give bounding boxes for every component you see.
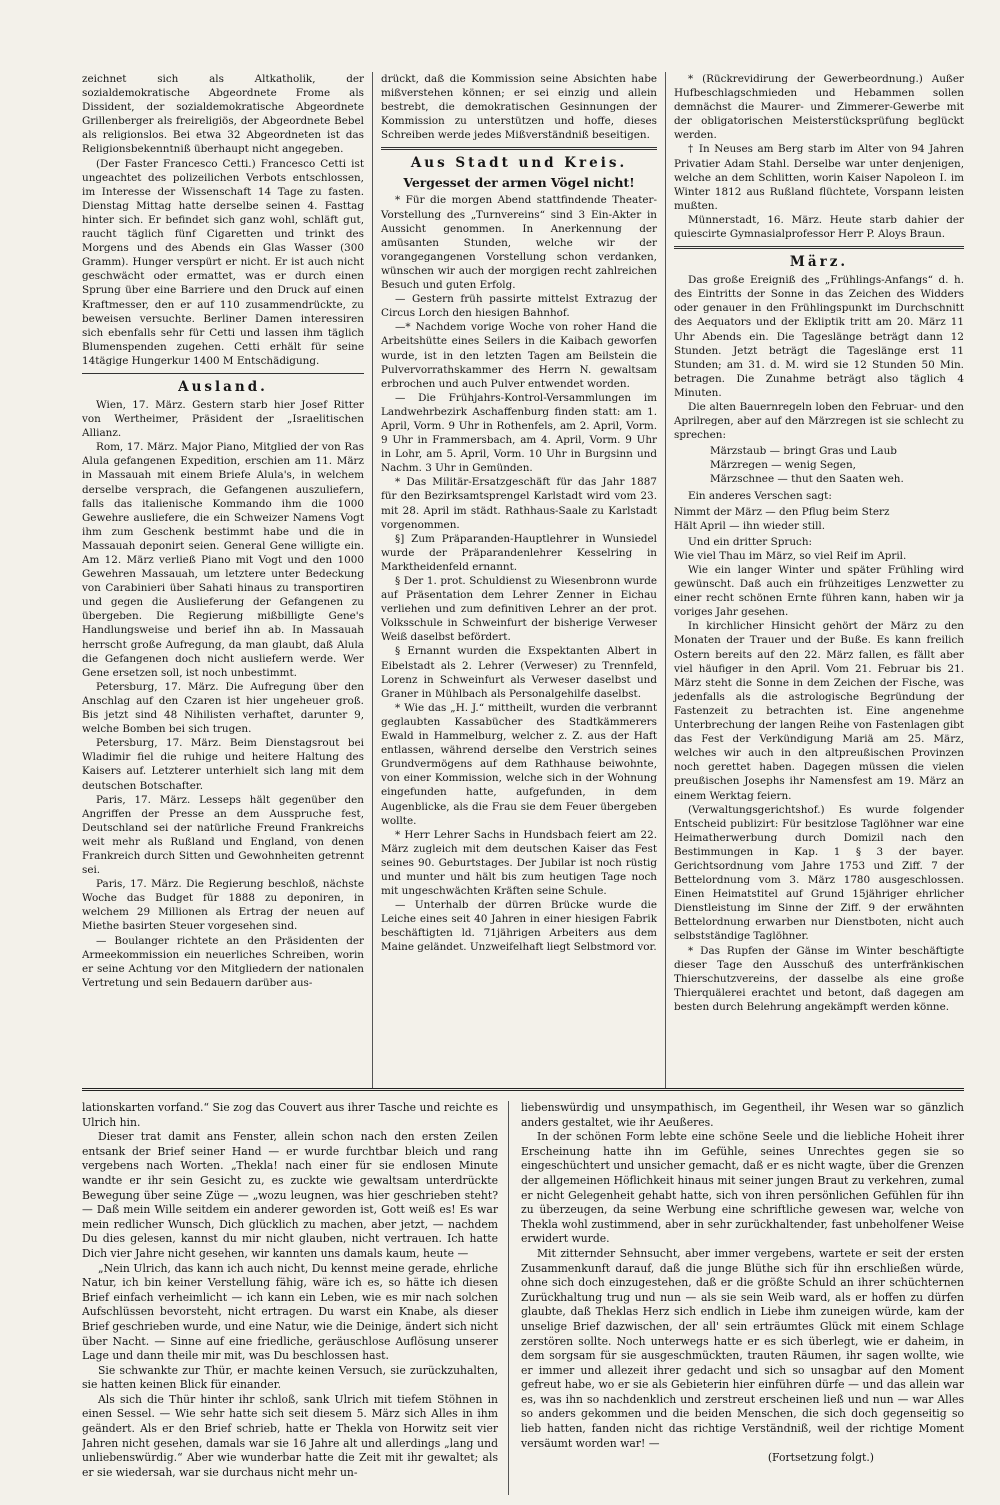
article-text: Wien, 17. März. Gestern starb hier Josef Ritter von Wertheimer, Präsident der „Israelitischen Allianz. bbox=[82, 398, 364, 440]
article-text: (Der Faster Francesco Cetti.) Francesco Cetti ist ungeachtet des polizeilichen Verbots entschlossen, im Interesse der Wissenschaft 14 Tage zu fasten. Dienstag Mittag hatte derselbe seinen 4. Fasttag hinter sich. Er befindet sich ganz wohl, schläft gut, raucht täglich fünf Cigaretten und trinkt des Morgens und des Abends ein Glas Wasser (300 Gramm). Hunger verspürt er nicht. Er ist auch nicht geschwächt oder ermattet, was er durch einen Sprung über eine Barriere und den Druck auf einen Kraftmesser, den er auf 110 zusammendrückte, zu beweisen versuchte. Berliner Damen interessiren sich ebenfalls sehr für Cetti und lassen ihm täglich Blumenspenden zugehen. Cetti erhält für seine 14tägige Hungerkur 1400 M Entschädigung. bbox=[82, 157, 364, 367]
notice-headline: Vergesset der armen Vögel nicht! bbox=[403, 175, 635, 191]
article-text: Und ein dritter Spruch: bbox=[688, 535, 813, 548]
serial-text: In der schönen Form lebte eine schöne Seele und die liebliche Hoheit ihrer Erscheinung hatte ihn im Gefühle, seines Unrechtes gegen sie so eingeschüchtert und unsicher gemacht, daß er es nicht wagte, über die Grenzen der allgemeinen Höflichkeit hinaus mit seiner jungen Braut zu verkehren, zumal er nicht Gelegenheit gehabt hatte, sich von ihren persönlichen Gefühlen für ihn zu überzeugen, da seine Werbung eine schriftliche gewesen war, welche von Thekla wohl zustimmend, aber in sehr zurückhaltender, fast unbeholfener Weise erwidert wurde. bbox=[521, 1130, 964, 1246]
article-text: §] Zum Präparanden-Hauptlehrer in Wunsiedel wurde der Präparandenlehrer Kesselring in Marktheidenfeld ernannt. bbox=[381, 532, 657, 573]
verse-line: Nimmt der März — den Pflug beim Sterz bbox=[674, 505, 890, 518]
verse-line: Märzstaub — bringt Gras und Laub bbox=[710, 445, 897, 458]
column-1 bbox=[82, 72, 373, 1088]
continuation-note: (Fortsetzung folgt.) bbox=[767, 1451, 874, 1465]
column-3 bbox=[666, 72, 964, 1088]
article-text: Münnerstadt, 16. März. Heute starb dahier der quiescirte Gymnasialprofessor Herr P. Aloys Braun. bbox=[674, 213, 964, 241]
article-text: * Für die morgen Abend stattfindende Theater-Vorstellung des „Turnvereins“ sind 3 Ein-Akter in Aussicht genommen. In Anerkennung der amüsanten Stunden, welche wir der vorangegangenen Vorstellung schon verdanken, wünschen wir auch der morgigen recht zahlreichen Besuch und guten Erfolg. bbox=[381, 194, 657, 292]
serial-text: „Nein Ulrich, das kann ich auch nicht, Du kennst meine gerade, ehrliche Natur, ich bin keiner Verstellung fähig, wäre ich es, so hätte ich diesen Brief einfach verheimlicht — ich kann ein Leben, wie es mir nach solchen Aufschlüssen bevorsteht, nicht ertragen. Du warst ein Knabe, als dieser Brief geschrieben wurde, und eine Natur, wie die Deinige, ändert sich nicht über Nacht. — Sinne auf eine friedliche, geräuschlose Auflösung unserer Lage und dann theile mir mit, was Du beschlossen hast. bbox=[82, 1261, 498, 1363]
verse-block bbox=[674, 505, 964, 533]
article-text: Rom, 17. März. Major Piano, Mitglied der von Ras Alula gefangenen Expedition, erschien am 11. März in Massauah mit einem Briefe Alula's, in welchem derselbe versprach, die Gefangenen auszuliefern, falls das italienische Kommando ihm die 1000 Gewehre ausliefere, die ein Schweizer Namens Vogt ihm zum Geschenk bestimmt habe und die in Massauah deponirt seien. General Gene willigte ein. Am 12. März verließ Piano mit Vogt und den 1000 Gewehren Massauah, um letztere unter Bedeckung von Carabinieri über Sahati hinaus zu transportiren und gegen die Auslieferung der Gefangenen zu übergeben. Die Regierung mißbilligte Gene's Handlungsweise und berief ihn ab. In Massauah herrscht große Aufregung, da man glaubt, daß Alula die Gefangenen doch nicht ausliefern werde. Wer Gene ersetzen soll, ist noch unbestimmt. bbox=[82, 441, 364, 679]
article-text: drückt, daß die Kommission seine Absichten habe mißverstehen können; er sei einzig und allein bestrebt, die demokratischen Gesinnungen der Kommission zu unterstützen und hoffe, dieses Schreiben werde jedes Mißverständniß beseitigen. bbox=[381, 73, 657, 142]
serial-text: Dieser trat damit ans Fenster, allein schon nach den ersten Zeilen entsank der Brief seiner Hand — er wurde furchtbar bleich und rang vergebens nach Worten. „Thekla! nach einer für sie endlosen Minute wandte er ihr sein Gesicht zu, es zuckte wie gewaltsam unterdrückte Bewegung über seine Züge — „wozu leugnen, was hier geschrieben steht? — Daß mein Wille seitdem ein anderer geworden ist, Gott weiß es! Es war mein redlicher Wunsch, Dich glücklich zu machen, aber jetzt, — nachdem Du dies gelesen, kannst du mir nicht glauben, nicht vertrauen. Ich hatte Dich vier Jahre nicht gesehen, wir kannten uns damals kaum, heute — bbox=[82, 1130, 498, 1260]
column-2 bbox=[373, 72, 666, 1088]
article-text: Petersburg, 17. März. Die Aufregung über den Anschlag auf den Czaren ist hier ungeheuer groß. Bis jetzt sind 48 Nihilisten verhaftet, darunter 9, welche Bomben bei sich trugen. bbox=[82, 680, 364, 736]
divider bbox=[82, 373, 364, 374]
article-text: Paris, 17. März. Die Regierung beschloß, nächste Woche das Budget für 1888 zu deponiren, in welchem 29 Millionen als Ertrag der neuen auf Miethe basirten Steuer vorgesehen sind. bbox=[82, 878, 364, 933]
verse-line: Wie viel Thau im März, so viel Reif im April. bbox=[674, 549, 907, 562]
divider bbox=[381, 147, 657, 150]
news-columns bbox=[82, 72, 964, 1091]
article-text: * Das Militär-Ersatzgeschäft für das Jahr 1887 für den Bezirksamtsprengel Karlstadt wird vom 23. mit 28. April im städt. Rathhaus-Saale zu Karlstadt vorgenommen. bbox=[381, 476, 657, 531]
article-text: § Der 1. prot. Schuldienst zu Wiesenbronn wurde auf Präsentation dem Lehrer Zenner in Eichau verliehen und zum definitiven Lehrer an der prot. Volksschule in Schweinfurt der bisherige Verweser Weiß daselbst befördert. bbox=[381, 575, 657, 644]
verse-line: Märzregen — wenig Segen, bbox=[710, 459, 856, 472]
section-title-stadt-kreis: Aus Stadt und Kreis. bbox=[410, 155, 628, 172]
article-text: Wie ein langer Winter und später Frühling wird gewünscht. Daß auch ein frühzeitiges Lenzwetter zu einer recht schönen Ernte führen kann, haben wir ja voriges Jahr gesehen. bbox=[674, 564, 964, 619]
article-text: — Die Frühjahrs-Kontrol-Versammlungen im Landwehrbezirk Aschaffenburg finden statt: am 1. April, Vorm. 9 Uhr in Rothenfels, am 2. April, Vorm. 9 Uhr in Frammersbach, am 4. April, Vorm. 9 Uhr in Lohr, am 5. April, Vorm. 10 Uhr in Burgsinn und Nachm. 3 Uhr in Gemünden. bbox=[381, 391, 657, 475]
feuilleton-serial bbox=[82, 1101, 964, 1495]
article-text: Das große Ereigniß des „Frühlings-Anfangs“ d. h. des Eintritts der Sonne in das Zeichen des Widders oder genauer in den Frühlingspunkt im Durchschnitt des Aequators und der Ekliptik tritt am 20. März 11 Uhr Abends ein. Die Tageslänge beträgt dann 12 Stunden. Jetzt beträgt die Tageslänge erst 11 Stunden; am 31. d. M. wird sie 12 Stunden 50 Min. betragen. Die Zunahme beträgt also täglich 4 Minuten. bbox=[674, 274, 964, 399]
verse-block bbox=[674, 444, 964, 486]
divider bbox=[674, 246, 964, 249]
serial-column-right bbox=[509, 1101, 964, 1495]
article-text: § Ernannt wurden die Exspektanten Albert in Eibelstadt als 2. Lehrer (Verweser) zu Trennfeld, Lorenz in Schweinfurt als Verweser daselbst und Graner in Mühlbach als Personalgehilfe daselbst. bbox=[381, 645, 657, 700]
section-title-maerz: März. bbox=[789, 254, 849, 271]
article-text: * Das Rupfen der Gänse im Winter beschäftigte dieser Tage den Ausschuß des unterfränkischen Thierschutzvereins, der dasselbe als eine große Thierquälerei erachtet und betont, daß dagegen am besten durch Belehrung angekämpft werden könne. bbox=[674, 944, 964, 1013]
serial-text: lationskarten vorfand.“ Sie zog das Couvert aus ihrer Tasche und reichte es Ulrich hin. bbox=[82, 1101, 498, 1129]
serial-text: Sie schwankte zur Thür, er machte keinen Versuch, sie zurückzuhalten, sie hatten keinen Blick für einander. bbox=[82, 1363, 498, 1392]
verse-line: Hält April — ihn wieder still. bbox=[674, 519, 826, 532]
article-text: — Boulanger richtete an den Präsidenten der Armeekommission ein neuerliches Schreiben, worin er seine Achtung vor den Mitgliedern der nationalen Vertretung und sein Bedauern darüber aus- bbox=[82, 934, 364, 989]
article-text: (Verwaltungsgerichtshof.) Es wurde folgender Entscheid publizirt: Für besitzlose Taglöhner war eine Heimatherwerbung durch Domizil nach den Bestimmungen in Kap. 1 § 3 der bayer. Gerichtsordnung vom Jahre 1753 und Ziff. 7 der Bettelordnung vom 3. März 1780 ausgeschlossen. Einen Heimatstitel auf Grund 15jähriger ehrlicher Dienstleistung im Sinne der Ziff. 9 der erwähnten Bettelordnung erwarben nur Dienstboten, nicht auch selbstständige Taglöhner. bbox=[674, 803, 964, 943]
serial-text: Als sich die Thür hinter ihr schloß, sank Ulrich mit tiefem Stöhnen in einen Sessel. — Wie sehr hatte sich seit diesem 5. März sich Alles in ihm geändert. Als er den Brief schrieb, hatte er Thekla von Horwitz seit vier Jahren nicht gesehen, damals war sie 16 Jahre alt und allerdings „lang und unliebenswürdig.“ Aber wie wunderbar hatte die Zeit mit ihr gewaltet; als er sie wiedersah, war sie durchaus nicht mehr un- bbox=[82, 1392, 498, 1479]
article-text: In kirchlicher Hinsicht gehört der März zu den Monaten der Trauer und der Buße. Es kann freilich Ostern bereits auf den 22. März fallen, es fällt aber viel häufiger in den April. Vom 21. Februar bis 21. März steht die Sonne in dem Zeichen der Fische, was jedenfalls als die astrologische Begründung der Fastenzeit zu betrachten ist. Eine angenehme Unterbrechung der langen Reihe von Fastenlagen gibt das Fest der Verkündigung Mariä am 25. März, welches wir auch in den altpreußischen Provinzen noch gerettet haben. Dagegen müssen die vielen preußischen Josephs ihr Namensfest am 19. März an einem Werktag feiern. bbox=[674, 620, 964, 802]
article-text: * Herr Lehrer Sachs in Hundsbach feiert am 22. März zugleich mit dem deutschen Kaiser das Fest seines 90. Geburtstages. Der Jubilar ist noch rüstig und munter und hält bis zum heutigen Tage noch mit ungeschwächten Kräften seine Schule. bbox=[381, 828, 657, 898]
section-title-ausland: Ausland. bbox=[178, 378, 268, 395]
article-text: zeichnet sich als Altkatholik, der sozialdemokratische Abgeordnete Frome als Dissident, der sozialdemokratische Abgeordnete Grillenberger als freireligiös, der Abgeordnete Bebel als religionslos. Bei etwa 32 Abgeordneten ist das Religionsbekenntniß überhaupt nicht angegeben. bbox=[82, 73, 364, 156]
serial-column-left bbox=[82, 1101, 509, 1495]
article-text: Paris, 17. März. Lesseps hält gegenüber den Angriffen der Presse an dem Ausspruche fest, Deutschland sei der natürliche Freund Frankreichs weit mehr als Rußland und England, von denen Frankreich durch Sitten und Gewohnheiten getrennt sei. bbox=[82, 793, 364, 877]
article-text: Ein anderes Verschen sagt: bbox=[688, 489, 832, 502]
article-text: —* Nachdem vorige Woche von roher Hand die Arbeitshütte eines Seilers in die Kaibach geworfen wurde, ist in den letzten Tagen am Beilstein die Pulvervorrathskammer des Herrn N. gewaltsam erbrochen und auch Pulver entwendet worden. bbox=[381, 321, 657, 390]
article-text: † In Neuses am Berg starb im Alter von 94 Jahren Privatier Adam Stahl. Derselbe war unter denjenigen, welche an dem Schlitten, worin Kaiser Napoleon I. im Winter 1812 aus Rußland flüchtete, Vorspann leisten mußten. bbox=[674, 143, 964, 212]
article-text: Die alten Bauernregeln loben den Februar- und den Aprilregen, aber auf den Märzregen ist sie schlecht zu sprechen: bbox=[674, 400, 964, 442]
serial-text: liebenswürdig und unsympathisch, im Gegentheil, ihr Wesen war so gänzlich anders gestaltet, wie ihr Aeußeres. bbox=[521, 1101, 964, 1129]
article-text: — Unterhalb der dürren Brücke wurde die Leiche eines seit 40 Jahren in einer hiesigen Fabrik beschäftigten ld. 71jährigen Arbeiters aus dem Maine geländet. Unzweifelhaft liegt Selbstmord vor. bbox=[381, 899, 657, 954]
serial-text: Mit zitternder Sehnsucht, aber immer vergebens, wartete er seit der ersten Zusammenkunft darauf, daß die junge Blüthe sich für ihn erschließen würde, ohne sich doch einzugestehen, daß er die größte Schuld an ihrer schüchternen Zurückhaltung trug und nun — als sie sein Weib ward, als er hoffen zu dürfen glaubte, daß Theklas Herz sich endlich in Liebe ihm zuneigen würde, kam der unselige Brief dazwischen, der all' sein erträumtes Glück mit einem Schlage zerstören sollte. Noch unterwegs hatte er es sich überlegt, wie er daheim, in dem sorgsam für sie ausgeschmückten, trauten Räumen, ihr sagen wollte, wie er immer und allezeit ihrer gedacht und sich so unsagbar auf den Moment gefreut habe, wo er sie als Gebieterin hier einführen dürfe — und das allein war es, was ihn so nachdenklich und zerstreut erscheinen ließ und nun — war Alles so anders gekommen und die beiden Menschen, die sich doch gegenseitig so lieb hatten, fanden nicht das richtige Verständniß, weil der richtige Moment versäumt worden war! — bbox=[521, 1246, 964, 1450]
verse-line: Märzschnee — thut den Saaten weh. bbox=[710, 473, 904, 486]
article-text: Petersburg, 17. März. Beim Dienstagsrout bei Wladimir fiel die ruhige und heitere Haltung des Kaisers auf. Letzterer unterhielt sich lang mit dem deutschen Botschafter. bbox=[82, 737, 364, 792]
article-text: * (Rückrevidirung der Gewerbeordnung.) Außer Hufbeschlagschmieden und Hebammen sollen demnächst die Maurer- und Zimmerer-Gewerbe mit der obligatorischen Meisterstücksprüfung beglückt werden. bbox=[674, 73, 964, 142]
article-text: — Gestern früh passirte mittelst Extrazug der Circus Lorch den hiesigen Bahnhof. bbox=[381, 293, 657, 320]
article-text: * Wie das „H. J.“ mittheilt, wurden die verbrannt geglaubten Kassabücher des Stadtkämmerers Ewald in Hammelburg, welcher z. Z. aus der Haft entlassen, während derselbe den Verstrich seines Grundvermögens auf dem Rathhause beiwohnte, von einer Kommission, welche sich in der Wohnung eingefunden hatte, aufgefunden, in dem Augenblicke, als die Frau sie dem Feuer übergeben wollte. bbox=[381, 701, 657, 827]
